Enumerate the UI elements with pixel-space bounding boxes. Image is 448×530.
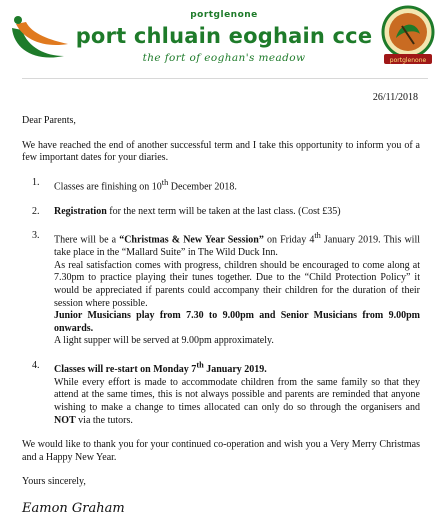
item-text: for the next term will be taken at the last class. (Cost £35)	[106, 205, 341, 217]
supper-note: A light supper will be served at 9.00pm approximately.	[54, 335, 274, 347]
list-item	[22, 230, 420, 348]
item-text: While every effort is made to accommodate children from the same family so that they attend at the same times, this is not always possible and parents are reminded that anyone wishing to make a change to times allocated can only do so through the organisers and	[54, 376, 420, 414]
item-number: 4.	[32, 359, 40, 371]
dates-list	[22, 177, 420, 427]
item-text: via the tutors.	[75, 414, 133, 426]
restart-details	[54, 377, 420, 427]
list-item	[22, 360, 420, 427]
item-text: Classes are finishing on 10	[54, 181, 162, 193]
item-number: 3.	[32, 230, 40, 242]
item-bold-text: “Christmas & New Year Session”	[119, 234, 264, 246]
item-text: January 2019. This will take place in the “Mallard Suite” in The Wild Duck Inn.	[54, 234, 421, 259]
letterhead	[0, 0, 448, 80]
item-text: on Friday 4	[263, 234, 315, 246]
org-name: port chluain eoghain cce	[75, 24, 373, 48]
session-intro	[54, 230, 420, 260]
session-times	[54, 310, 420, 335]
session-details: As real satisfaction comes with progress, children should be encouraged to come along at 7.30pm to practice playing their tunes together. Due to the “Child Protection Policy” it would be appreciated if parents could accompany their children for the duration of their session where possible.	[54, 259, 420, 309]
header-divider	[22, 78, 428, 79]
club-badge-logo	[376, 4, 440, 66]
ordinal-suffix: th	[314, 231, 321, 241]
item-bold-text: Registration	[54, 205, 107, 217]
ordinal-suffix: th	[161, 177, 169, 187]
org-location: portglenone	[190, 10, 258, 20]
letter-date: 26/11/2018	[372, 92, 418, 103]
badge-text: portglenone	[389, 57, 427, 64]
restart-date	[54, 360, 420, 377]
org-tagline: the fort of eoghan's meadow	[142, 52, 306, 64]
item-number: 1.	[32, 176, 40, 188]
list-item	[22, 177, 420, 194]
thanks-paragraph: We would like to thank you for your continued co-operation and wish you a Very Merry Christmas and a Happy New Year.	[22, 439, 420, 463]
closing-line: Yours sincerely,	[22, 476, 86, 488]
item-text: December 2018.	[168, 181, 237, 193]
item-text: There will be a	[54, 234, 120, 246]
item-bold-text: January 2019.	[203, 364, 267, 376]
greeting: Dear Parents,	[22, 115, 76, 126]
intro-paragraph: We have reached the end of another successful term and I take this opportunity to inform you of a few important dates for your diaries.	[22, 139, 420, 164]
item-bold-text: Junior Musicians play from 7.30 to 9.00pm and Senior Musicians from 9.00pm onwards.	[54, 310, 420, 334]
item-bold-text: NOT	[54, 414, 76, 426]
list-item	[22, 206, 420, 219]
item-number: 2.	[32, 205, 40, 217]
signature: Eamon Graham	[22, 501, 125, 517]
letter-body	[22, 115, 420, 516]
ordinal-suffix: th	[196, 360, 204, 370]
item-bold-text: Classes will re-start on Monday 7	[54, 364, 197, 376]
